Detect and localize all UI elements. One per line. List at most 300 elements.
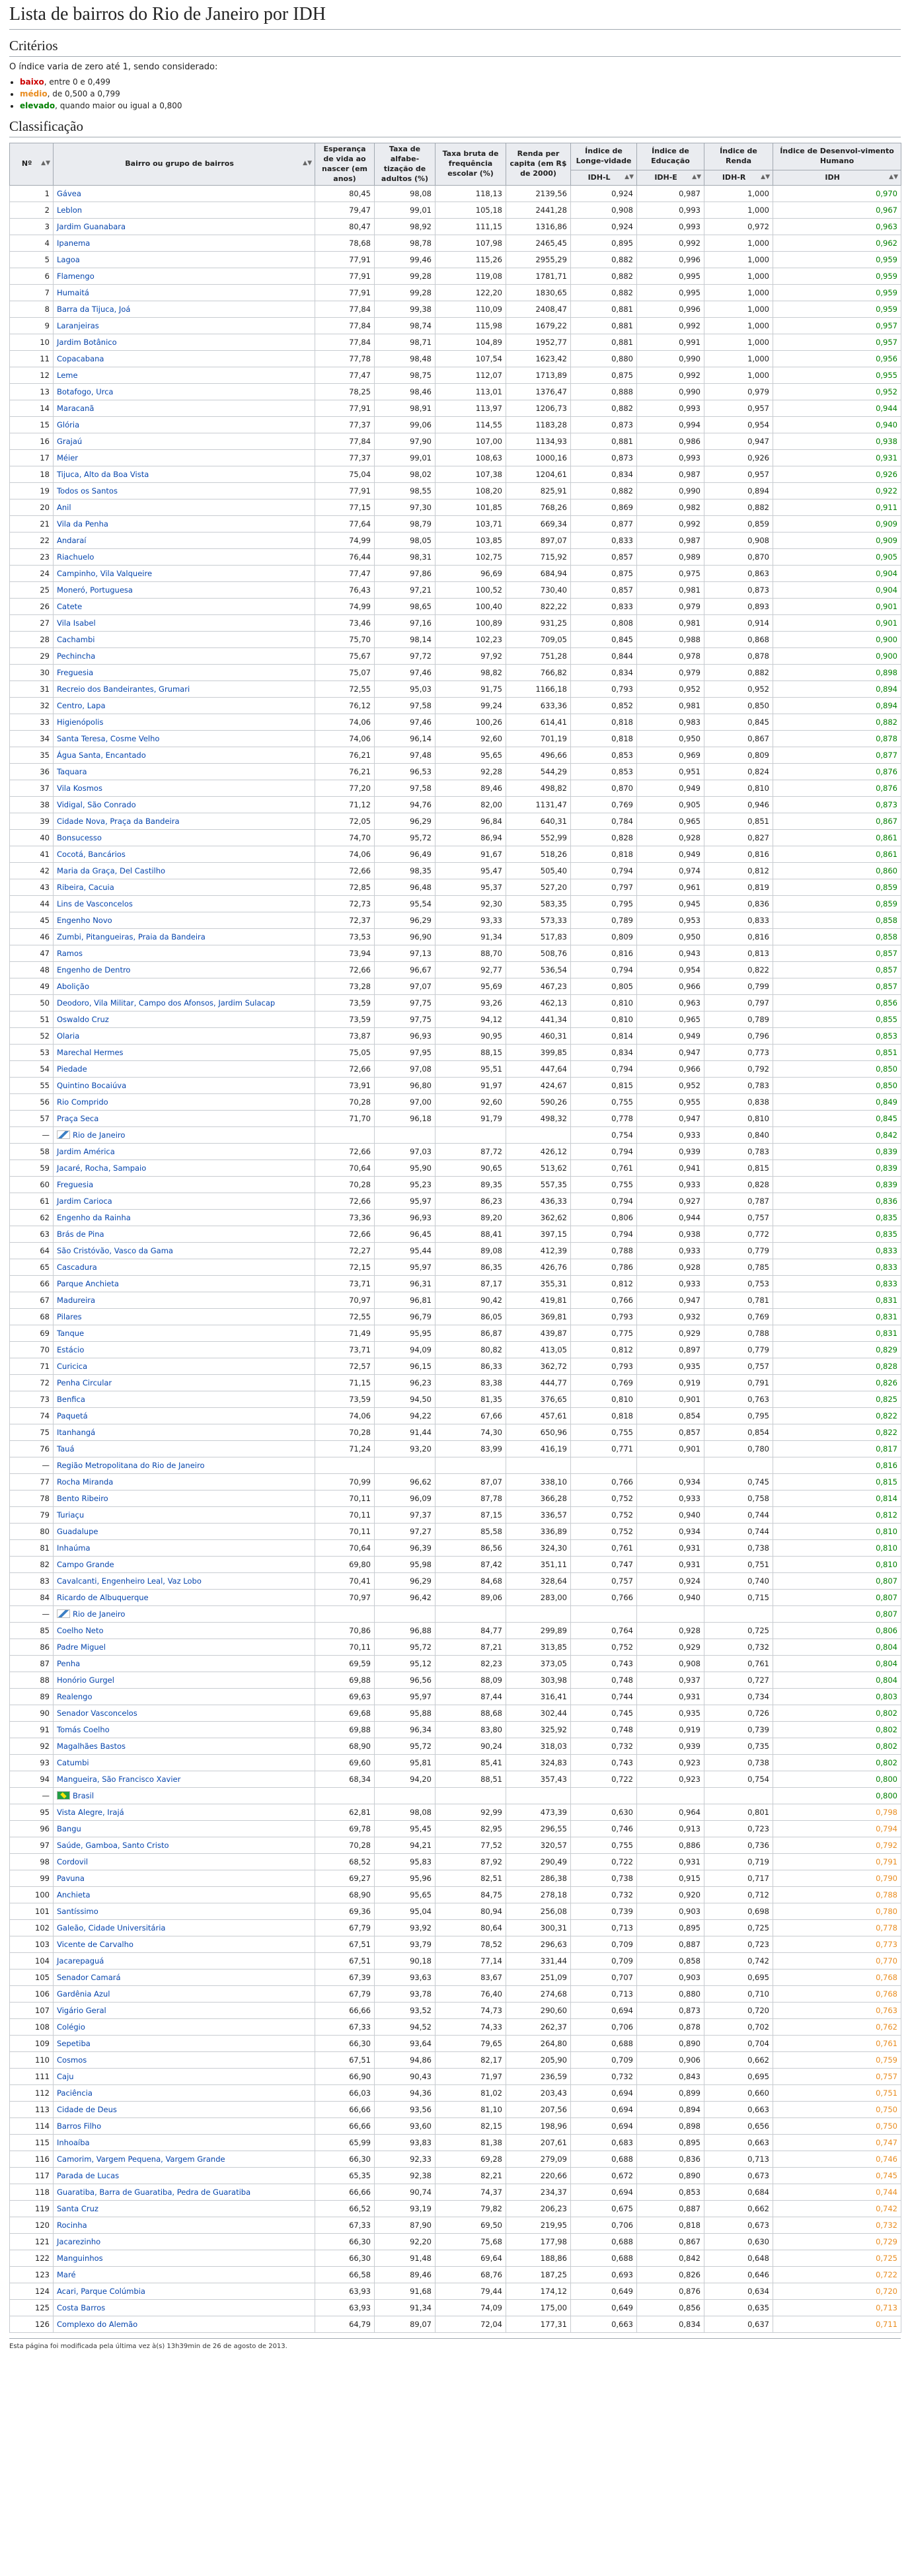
cell-value: 0,850 [704,698,773,714]
cell-value: 0,826 [637,2267,704,2283]
cell-bairro[interactable]: Grajaú [54,433,315,450]
cell-bairro[interactable]: Brás de Pina [54,1226,315,1243]
table-row [10,450,901,466]
cell-bairro[interactable]: Quintino Bocaiúva [54,1078,315,1094]
cell-bairro[interactable]: Turiaçu [54,1507,315,1524]
header-idhe: Índice de Educação [637,143,704,170]
cell-bairro[interactable]: Gávea [54,186,315,202]
cell-bairro[interactable]: Oswaldo Cruz [54,1012,315,1028]
cell-value: 73,59 [315,1391,375,1408]
cell-value: 0,877 [571,516,637,533]
cell-bairro[interactable]: Tauá [54,1441,315,1457]
header-bairro[interactable]: Bairro ou grupo de bairros ▲▼ [54,143,315,186]
cell-bairro[interactable]: Sepetiba [54,2036,315,2052]
cell-value: 84,68 [436,1573,506,1590]
cell-bairro[interactable]: Cidade de Deus [54,2102,315,2118]
cell-value: 256,08 [506,1903,571,1920]
cell-value: 102,23 [436,632,506,648]
cell-num: 86 [10,1639,54,1656]
cell-idh: 0,967 [773,202,901,219]
cell-value: 0,853 [637,2184,704,2201]
cell-bairro[interactable]: Santíssimo [54,1903,315,1920]
cell-bairro[interactable]: Vidigal, São Conrado [54,797,315,813]
cell-bairro[interactable]: Guadalupe [54,1524,315,1540]
cell-idh: 0,955 [773,367,901,384]
cell-bairro[interactable]: Cachambi [54,632,315,648]
cell-value: 0,812 [704,863,773,879]
rio-flag-icon [57,1130,70,1139]
cell-bairro[interactable]: Estácio [54,1342,315,1358]
cell-idh: 0,855 [773,1012,901,1028]
criteria-list [20,77,901,110]
cell-bairro[interactable]: Inhaúma [54,1540,315,1557]
cell-value: 77,37 [315,450,375,466]
cell-bairro[interactable]: Centro, Lapa [54,698,315,714]
cell-bairro[interactable]: Botafogo, Urca [54,384,315,400]
cell-value: 0,736 [704,1837,773,1854]
header-idhl-code[interactable]: IDH-L ▲▼ [571,170,637,185]
cell-value: 104,89 [436,334,506,351]
cell-value: 98,46 [375,384,436,400]
cell-bairro[interactable]: Vila Isabel [54,615,315,632]
sort-icon[interactable]: ▲▼ [889,173,898,180]
cell-value: 63,93 [315,2300,375,2316]
cell-num: 27 [10,615,54,632]
cell-value: 0,990 [637,351,704,367]
header-num[interactable]: Nº ▲▼ [10,143,54,186]
cell-bairro[interactable]: Engenho de Dentro [54,962,315,978]
cell-num: 87 [10,1656,54,1672]
cell-value [571,1457,637,1474]
cell-bairro[interactable]: Tijuca, Alto da Boa Vista [54,466,315,483]
cell-value: 0,928 [637,1623,704,1639]
cell-value: 66,30 [315,2036,375,2052]
cell-value: 0,732 [571,2069,637,2085]
cell-value: 0,938 [637,1226,704,1243]
cell-value: 87,15 [436,1507,506,1524]
cell-value: 73,87 [315,1028,375,1045]
cell-value: 82,15 [436,2118,506,2135]
cell-value: 97,48 [375,747,436,764]
cell-bairro[interactable]: Jardim América [54,1144,315,1160]
cell-value: 0,786 [571,1259,637,1276]
cell-bairro[interactable]: Guaratiba, Barra de Guaratiba, Pedra de Guaratiba [54,2184,315,2201]
cell-bairro[interactable]: Santa Teresa, Cosme Velho [54,731,315,747]
cell-bairro[interactable]: Realengo [54,1689,315,1705]
cell-value: 357,43 [506,1771,571,1788]
cell-idh: 0,831 [773,1292,901,1309]
cell-bairro[interactable]: Galeão, Cidade Universitária [54,1920,315,1936]
cell-bairro[interactable]: Ipanema [54,235,315,252]
header-renda[interactable]: Renda per capita (em R$ de 2000) [506,143,571,186]
cell-bairro[interactable]: Tomás Coelho [54,1722,315,1738]
cell-bairro[interactable]: Leblon [54,202,315,219]
cell-value: 95,83 [375,1854,436,1870]
cell-bairro[interactable]: Lins de Vasconcelos [54,896,315,912]
cell-bairro[interactable]: Gardênia Azul [54,1986,315,2003]
cell-bairro[interactable]: Rocha Miranda [54,1474,315,1490]
cell-value: 0,810 [704,1111,773,1127]
table-row [10,1045,901,1061]
cell-bairro[interactable]: Senador Vasconcelos [54,1705,315,1722]
cell-bairro[interactable]: Vicente de Carvalho [54,1936,315,1953]
cell-bairro[interactable]: Caju [54,2069,315,2085]
cell-bairro[interactable]: Mangueira, São Francisco Xavier [54,1771,315,1788]
cell-num: 41 [10,846,54,863]
cell-bairro[interactable]: Jardim Guanabara [54,219,315,235]
cell-value: 67,79 [315,1986,375,2003]
cell-value: 80,64 [436,1920,506,1936]
table-row [10,1507,901,1524]
cell-value: 88,70 [436,945,506,962]
sort-icon[interactable]: ▲▼ [303,160,312,167]
cell-bairro[interactable]: Brasil [54,1788,315,1804]
cell-bairro[interactable]: Cavalcanti, Engenheiro Leal, Vaz Lobo [54,1573,315,1590]
cell-bairro[interactable]: Leme [54,367,315,384]
cell-num: 97 [10,1837,54,1854]
cell-bairro[interactable]: Abolição [54,978,315,995]
cell-bairro[interactable]: Pilares [54,1309,315,1325]
cell-value: 0,815 [704,1160,773,1177]
cell-value: 0,775 [571,1325,637,1342]
cell-value: 283,00 [506,1590,571,1606]
cell-value: 0,990 [637,483,704,499]
cell-idh: 0,909 [773,533,901,549]
cell-value: 0,766 [571,1292,637,1309]
cell-value: 426,76 [506,1259,571,1276]
cell-idh: 0,858 [773,929,901,945]
cell-value: 0,991 [637,334,704,351]
cell-bairro[interactable]: Freguesia [54,1177,315,1193]
cell-bairro[interactable]: Maracanã [54,400,315,417]
cell-idh: 0,778 [773,1920,901,1936]
cell-idh: 0,804 [773,1639,901,1656]
cell-bairro[interactable]: Parada de Lucas [54,2168,315,2184]
cell-bairro[interactable]: Inhoaíba [54,2135,315,2151]
cell-idh: 0,804 [773,1672,901,1689]
cell-bairro[interactable]: Catete [54,599,315,615]
cell-bairro[interactable]: Pavuna [54,1870,315,1887]
cell-bairro[interactable]: Saúde, Gamboa, Santo Cristo [54,1837,315,1854]
table-row [10,813,901,830]
cell-bairro[interactable]: Cordovil [54,1854,315,1870]
cell-bairro[interactable]: Senador Camará [54,1969,315,1986]
cell-bairro[interactable]: Rocinha [54,2217,315,2234]
cell-bairro[interactable]: Vila da Penha [54,516,315,533]
cell-value: 590,26 [506,1094,571,1111]
cell-bairro[interactable]: Flamengo [54,268,315,285]
cell-bairro[interactable]: Cocotá, Bancários [54,846,315,863]
header-esperanca[interactable]: Esperança de vida ao nascer (em anos) [315,143,375,186]
cell-bairro[interactable]: Rio Comprido [54,1094,315,1111]
cell-bairro[interactable]: Bento Ribeiro [54,1490,315,1507]
cell-value: 66,30 [315,2234,375,2250]
cell-value: 92,30 [436,896,506,912]
cell-bairro[interactable]: Todos os Santos [54,483,315,499]
header-frequencia[interactable]: Taxa bruta de frequência escolar (%) [436,143,506,186]
cell-bairro[interactable]: Bangu [54,1821,315,1837]
cell-bairro[interactable]: Engenho da Rainha [54,1210,315,1226]
cell-value: 94,86 [375,2052,436,2069]
cell-value: 97,46 [375,665,436,681]
cell-bairro[interactable]: Parque Anchieta [54,1276,315,1292]
cell-value: 98,31 [375,549,436,566]
cell-bairro[interactable]: Campo Grande [54,1557,315,1573]
cell-bairro[interactable]: Ramos [54,945,315,962]
cell-bairro[interactable]: Deodoro, Vila Militar, Campo dos Afonsos, Jardim Sulacap [54,995,315,1012]
cell-bairro[interactable]: Barros Filho [54,2118,315,2135]
cell-value: 91,34 [375,2300,436,2316]
header-alfabetizacao[interactable]: Taxa de alfabe-tização de adultos (%) [375,143,436,186]
cell-value: 114,55 [436,417,506,433]
cell-value: 96,93 [375,1210,436,1226]
cell-bairro[interactable]: Madureira [54,1292,315,1309]
sort-icon[interactable]: ▲▼ [692,173,701,180]
cell-idh: 0,828 [773,1358,901,1375]
cell-bairro[interactable]: Itanhangá [54,1424,315,1441]
cell-idh: 0,802 [773,1738,901,1755]
cell-bairro[interactable]: Lagoa [54,252,315,268]
cell-value: 86,05 [436,1309,506,1325]
sort-icon[interactable]: ▲▼ [761,173,770,180]
cell-value: 0,994 [637,417,704,433]
cell-num: 17 [10,450,54,466]
table-row [10,1309,901,1325]
cell-bairro[interactable]: Recreio dos Bandeirantes, Grumari [54,681,315,698]
cell-bairro[interactable]: Água Santa, Encantado [54,747,315,764]
cell-bairro[interactable]: Complexo do Alemão [54,2316,315,2333]
cell-value: 0,943 [637,945,704,962]
cell-bairro[interactable]: Cascadura [54,1259,315,1276]
cell-bairro[interactable]: Rio de Janeiro [54,1127,315,1144]
cell-value: 0,769 [571,1375,637,1391]
cell-value: 0,694 [571,2003,637,2019]
cell-num: 74 [10,1408,54,1424]
cell-idh: 0,900 [773,648,901,665]
table-row [10,2118,901,2135]
cell-idh: 0,816 [773,1457,901,1474]
table-row [10,1177,901,1193]
cell-bairro[interactable]: Costa Barros [54,2300,315,2316]
cell-bairro[interactable]: São Cristóvão, Vasco da Gama [54,1243,315,1259]
cell-bairro[interactable]: Glória [54,417,315,433]
cell-bairro[interactable]: Bonsucesso [54,830,315,846]
cell-bairro[interactable]: Penha [54,1656,315,1672]
cell-bairro[interactable]: Marechal Hermes [54,1045,315,1061]
table-row [10,1573,901,1590]
cell-value: 0,738 [571,1870,637,1887]
cell-bairro[interactable]: Engenho Novo [54,912,315,929]
cell-bairro[interactable]: Zumbi, Pitangueiras, Praia da Bandeira [54,929,315,945]
cell-value: 0,940 [637,1507,704,1524]
cell-bairro[interactable]: Jardim Carioca [54,1193,315,1210]
cell-bairro[interactable]: Cosmos [54,2052,315,2069]
cell-value: 1134,93 [506,433,571,450]
cell-value: 0,986 [637,433,704,450]
cell-value: 95,12 [375,1656,436,1672]
table-row [10,2168,901,2184]
cell-value: 76,12 [315,698,375,714]
cell-bairro[interactable]: Curicica [54,1358,315,1375]
cell-bairro[interactable]: Copacabana [54,351,315,367]
cell-idh: 0,857 [773,945,901,962]
cell-value: 77,84 [315,334,375,351]
cell-bairro[interactable]: Campinho, Vila Valqueire [54,566,315,582]
cell-value: 220,66 [506,2168,571,2184]
cell-value: 206,23 [506,2201,571,2217]
cell-bairro[interactable]: Ribeira, Cacuia [54,879,315,896]
cell-num: 44 [10,896,54,912]
cell-value: 0,854 [637,1408,704,1424]
header-idh-code[interactable]: IDH ▲▼ [773,170,901,185]
cell-bairro[interactable]: Olaria [54,1028,315,1045]
cell-value: 0,707 [571,1969,637,1986]
cell-bairro[interactable]: Coelho Neto [54,1623,315,1639]
cell-bairro[interactable]: Riachuelo [54,549,315,566]
cell-bairro[interactable]: Jacarezinho [54,2234,315,2250]
cell-value: 91,97 [436,1078,506,1094]
cell-value: 115,26 [436,252,506,268]
cell-bairro[interactable]: Maré [54,2267,315,2283]
cell-value: 0,797 [704,995,773,1012]
cell-bairro[interactable]: Magalhães Bastos [54,1738,315,1755]
cell-bairro[interactable]: Maria da Graça, Del Castilho [54,863,315,879]
cell-idh: 0,904 [773,582,901,599]
table-row [10,1557,901,1573]
cell-value: 0,941 [637,1160,704,1177]
cell-idh: 0,806 [773,1623,901,1639]
cell-value: 203,43 [506,2085,571,2102]
cell-bairro[interactable]: Taquara [54,764,315,780]
cell-idh: 0,831 [773,1325,901,1342]
cell-value: 462,13 [506,995,571,1012]
cell-value: 74,06 [315,714,375,731]
cell-value: 0,744 [704,1524,773,1540]
cell-bairro[interactable]: Vigário Geral [54,2003,315,2019]
header-idhe-code[interactable]: IDH-E ▲▼ [637,170,704,185]
cell-bairro[interactable]: Acari, Parque Colúmbia [54,2283,315,2300]
cell-bairro[interactable]: Colégio [54,2019,315,2036]
cell-idh: 0,729 [773,2234,901,2250]
cell-value: 0,845 [704,714,773,731]
cell-value: 0,755 [571,1424,637,1441]
cell-bairro[interactable]: Honório Gurgel [54,1672,315,1689]
cell-value: 0,752 [571,1507,637,1524]
cell-bairro[interactable]: Andaraí [54,533,315,549]
cell-value: 0,875 [571,566,637,582]
cell-value: 0,886 [637,1837,704,1854]
cell-value: 0,895 [571,235,637,252]
cell-idh: 0,802 [773,1705,901,1722]
cell-value: 0,662 [704,2052,773,2069]
cell-value: 0,950 [637,929,704,945]
cell-bairro[interactable]: Região Metropolitana do Rio de Janeiro [54,1457,315,1474]
cell-bairro[interactable]: Padre Miguel [54,1639,315,1656]
cell-value: 0,947 [637,1292,704,1309]
cell-value: 85,58 [436,1524,506,1540]
sort-icon[interactable]: ▲▼ [625,173,634,180]
cell-bairro[interactable]: Ricardo de Albuquerque [54,1590,315,1606]
cell-num: 110 [10,2052,54,2069]
cell-idh: 0,722 [773,2267,901,2283]
cell-bairro[interactable]: Manguinhos [54,2250,315,2267]
cell-bairro[interactable]: Paquetá [54,1408,315,1424]
cell-bairro[interactable]: Pechincha [54,648,315,665]
cell-bairro[interactable]: Humaitá [54,285,315,301]
cell-idh: 0,898 [773,665,901,681]
cell-value: 69,28 [436,2151,506,2168]
cell-bairro[interactable]: Paciência [54,2085,315,2102]
cell-idh: 0,956 [773,351,901,367]
cell-bairro[interactable]: Freguesia [54,665,315,681]
cell-value: 67,33 [315,2217,375,2234]
cell-idh: 0,839 [773,1177,901,1193]
cell-bairro[interactable]: Jacarepaguá [54,1953,315,1969]
table-row [10,1226,901,1243]
idh-table [9,143,901,2333]
cell-bairro[interactable]: Camorim, Vargem Pequena, Vargem Grande [54,2151,315,2168]
cell-bairro[interactable]: Vila Kosmos [54,780,315,797]
cell-bairro[interactable]: Anil [54,499,315,516]
reference-row [10,1127,901,1144]
cell-bairro[interactable]: Laranjeiras [54,318,315,334]
cell-bairro[interactable]: Barra da Tijuca, Joá [54,301,315,318]
cell-bairro[interactable]: Tanque [54,1325,315,1342]
cell-value: 0,923 [637,1755,704,1771]
cell-bairro[interactable]: Piedade [54,1061,315,1078]
cell-value: 0,993 [637,219,704,235]
cell-value: 0,979 [704,384,773,400]
cell-value: 72,57 [315,1358,375,1375]
cell-bairro[interactable]: Penha Circular [54,1375,315,1391]
cell-bairro[interactable]: Santa Cruz [54,2201,315,2217]
cell-value: 87,42 [436,1557,506,1573]
cell-bairro[interactable]: Benfica [54,1391,315,1408]
cell-value: 81,38 [436,2135,506,2151]
cell-bairro[interactable]: Jardim Botânico [54,334,315,351]
cell-bairro[interactable]: Rio de Janeiro [54,1606,315,1623]
cell-value: 77,64 [315,516,375,533]
cell-bairro[interactable]: Méier [54,450,315,466]
cell-bairro[interactable]: Moneró, Portuguesa [54,582,315,599]
cell-value: 74,09 [436,2300,506,2316]
cell-value: 0,953 [637,912,704,929]
cell-bairro[interactable]: Cidade Nova, Praça da Bandeira [54,813,315,830]
cell-value: 72,04 [436,2316,506,2333]
cell-value: 86,33 [436,1358,506,1375]
cell-value: 0,906 [637,2052,704,2069]
header-idhr-code[interactable]: IDH-R ▲▼ [704,170,773,185]
cell-bairro[interactable]: Anchieta [54,1887,315,1903]
cell-num: 57 [10,1111,54,1127]
sort-icon[interactable]: ▲▼ [41,160,50,167]
cell-bairro[interactable]: Jacaré, Rocha, Sampaio [54,1160,315,1177]
cell-idh: 0,940 [773,417,901,433]
cell-value: 0,673 [704,2217,773,2234]
cell-value: 0,981 [637,582,704,599]
cell-bairro[interactable]: Catumbi [54,1755,315,1771]
cell-bairro[interactable]: Higienópolis [54,714,315,731]
cell-value: 0,702 [704,2019,773,2036]
cell-value: 66,52 [315,2201,375,2217]
cell-value: 95,03 [375,681,436,698]
cell-bairro[interactable]: Praça Seca [54,1111,315,1127]
cell-bairro[interactable]: Vista Alegre, Irajá [54,1804,315,1821]
cell-value: 100,26 [436,714,506,731]
cell-value: 0,993 [637,202,704,219]
cell-value: 2441,28 [506,202,571,219]
cell-value: 66,03 [315,2085,375,2102]
